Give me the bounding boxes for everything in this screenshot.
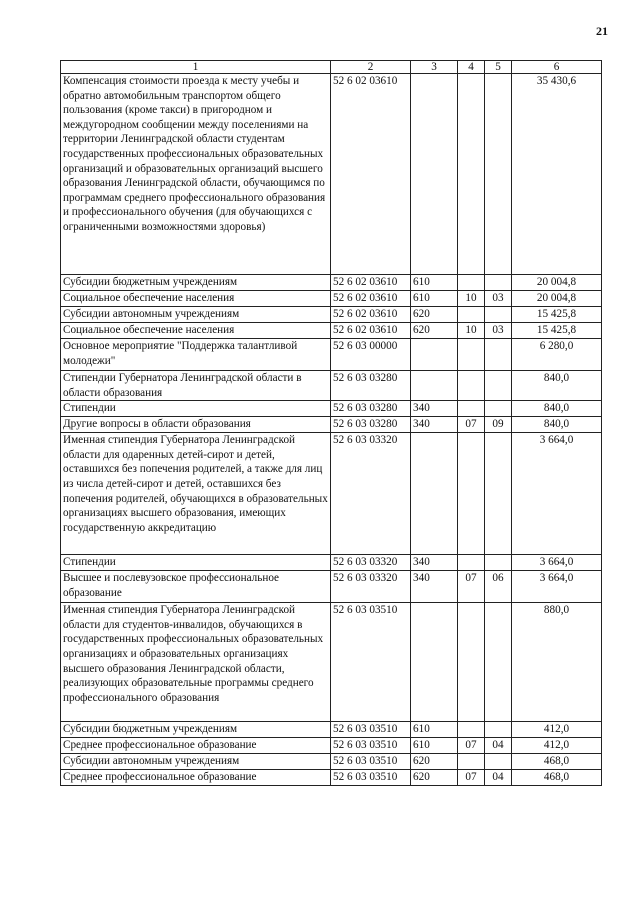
- header-cell: 4: [458, 61, 485, 74]
- cell-sum: 840,0: [512, 371, 602, 401]
- cell-pr: [485, 603, 512, 722]
- cell-name: Именная стипендия Губернатора Ленинградской области для студентов-инвалидов, обучающихся в государственных профессиональных образовательных организациях и образовательных организациях высшего образования Ленинградской области, реализующих образовательные программы среднего профессионального образования: [61, 603, 331, 722]
- cell-code: 52 6 03 03320: [331, 433, 411, 555]
- cell-sum: 6 280,0: [512, 339, 602, 371]
- cell-rz: [458, 275, 485, 291]
- cell-rz: 07: [458, 738, 485, 754]
- cell-pr: 03: [485, 323, 512, 339]
- table-row: [61, 323, 602, 339]
- cell-sum: 468,0: [512, 754, 602, 770]
- cell-rz: [458, 433, 485, 555]
- cell-vr: 610: [411, 275, 458, 291]
- cell-name: Социальное обеспечение населения: [61, 323, 331, 339]
- cell-vr: 340: [411, 417, 458, 433]
- cell-pr: [485, 555, 512, 571]
- table-row: [61, 603, 602, 722]
- cell-rz: [458, 555, 485, 571]
- cell-rz: [458, 339, 485, 371]
- cell-code: 52 6 02 03610: [331, 291, 411, 307]
- cell-name: Стипендии: [61, 555, 331, 571]
- table-row: [61, 339, 602, 371]
- cell-name: Субсидии бюджетным учреждениям: [61, 275, 331, 291]
- cell-pr: 06: [485, 571, 512, 603]
- cell-sum: 412,0: [512, 738, 602, 754]
- cell-pr: 04: [485, 738, 512, 754]
- cell-vr: 620: [411, 770, 458, 786]
- table-row: [61, 571, 602, 603]
- table-row: [61, 401, 602, 417]
- cell-code: 52 6 02 03610: [331, 323, 411, 339]
- budget-table: [60, 60, 602, 786]
- cell-vr: 340: [411, 401, 458, 417]
- table-row: [61, 738, 602, 754]
- cell-rz: [458, 722, 485, 738]
- cell-rz: [458, 74, 485, 275]
- table-row: [61, 74, 602, 275]
- cell-rz: 10: [458, 291, 485, 307]
- cell-vr: [411, 74, 458, 275]
- cell-pr: [485, 722, 512, 738]
- cell-name: Среднее профессиональное образование: [61, 770, 331, 786]
- cell-pr: 09: [485, 417, 512, 433]
- cell-code: 52 6 03 03320: [331, 555, 411, 571]
- cell-code: 52 6 03 03510: [331, 722, 411, 738]
- cell-vr: 610: [411, 738, 458, 754]
- cell-vr: 340: [411, 571, 458, 603]
- cell-rz: [458, 307, 485, 323]
- cell-sum: 880,0: [512, 603, 602, 722]
- table-row: [61, 555, 602, 571]
- table-header-row: [61, 61, 602, 74]
- cell-name: Компенсация стоимости проезда к месту учебы и обратно автомобильным транспортом общего пользования (кроме такси) в пригородном и междугородном сообщении между поселениями на территории Ленинградской области студентам государственных профессиональных образовательных организаций и образовательных организаций высшего образования Ленинградской области, обучающимся по программам среднего профессионального образования и профессионального обучения (для обучающихся с ограниченными возможностями здоровья): [61, 74, 331, 275]
- table-row: [61, 291, 602, 307]
- header-cell: 5: [485, 61, 512, 74]
- cell-code: 52 6 02 03610: [331, 275, 411, 291]
- cell-pr: [485, 275, 512, 291]
- header-cell: 2: [331, 61, 411, 74]
- cell-sum: 840,0: [512, 401, 602, 417]
- cell-code: 52 6 03 03510: [331, 754, 411, 770]
- page-number: 21: [596, 24, 608, 38]
- cell-code: 52 6 02 03610: [331, 74, 411, 275]
- cell-pr: [485, 371, 512, 401]
- cell-rz: [458, 754, 485, 770]
- table-row: [61, 417, 602, 433]
- cell-name: Стипендии: [61, 401, 331, 417]
- cell-name: Субсидии автономным учреждениям: [61, 307, 331, 323]
- cell-pr: [485, 754, 512, 770]
- cell-sum: 412,0: [512, 722, 602, 738]
- cell-vr: 610: [411, 291, 458, 307]
- cell-pr: 03: [485, 291, 512, 307]
- cell-vr: [411, 603, 458, 722]
- cell-rz: 07: [458, 770, 485, 786]
- cell-sum: 840,0: [512, 417, 602, 433]
- cell-code: 52 6 03 03510: [331, 738, 411, 754]
- cell-vr: 340: [411, 555, 458, 571]
- cell-name: Основное мероприятие "Поддержка талантливой молодежи": [61, 339, 331, 371]
- cell-sum: 468,0: [512, 770, 602, 786]
- cell-vr: 620: [411, 307, 458, 323]
- table-row: [61, 371, 602, 401]
- header-cell: 1: [61, 61, 331, 74]
- cell-pr: [485, 307, 512, 323]
- cell-code: 52 6 02 03610: [331, 307, 411, 323]
- table-row: [61, 722, 602, 738]
- table-row: [61, 275, 602, 291]
- cell-vr: 620: [411, 323, 458, 339]
- cell-code: 52 6 03 03280: [331, 417, 411, 433]
- cell-vr: 610: [411, 722, 458, 738]
- cell-vr: [411, 339, 458, 371]
- cell-sum: 20 004,8: [512, 275, 602, 291]
- table-row: [61, 770, 602, 786]
- cell-rz: [458, 401, 485, 417]
- cell-code: 52 6 03 03510: [331, 770, 411, 786]
- cell-sum: 3 664,0: [512, 571, 602, 603]
- table-row: [61, 307, 602, 323]
- cell-code: 52 6 03 03320: [331, 571, 411, 603]
- cell-rz: [458, 371, 485, 401]
- cell-name: Субсидии бюджетным учреждениям: [61, 722, 331, 738]
- cell-code: 52 6 03 00000: [331, 339, 411, 371]
- cell-rz: 10: [458, 323, 485, 339]
- cell-pr: 04: [485, 770, 512, 786]
- cell-pr: [485, 339, 512, 371]
- cell-sum: 35 430,6: [512, 74, 602, 275]
- cell-name: Другие вопросы в области образования: [61, 417, 331, 433]
- cell-name: Именная стипендия Губернатора Ленинградской области для одаренных детей-сирот и детей, оставшихся без попечения родителей, а также для лиц из числа детей-сирот и детей, оставшихся без попечения родителей, обучающихся в образовательных организациях высшего образования, имеющих государственную аккредитацию: [61, 433, 331, 555]
- cell-code: 52 6 03 03280: [331, 401, 411, 417]
- cell-name: Стипендии Губернатора Ленинградской области в области образования: [61, 371, 331, 401]
- cell-sum: 3 664,0: [512, 555, 602, 571]
- cell-name: Социальное обеспечение населения: [61, 291, 331, 307]
- cell-vr: [411, 433, 458, 555]
- cell-pr: [485, 433, 512, 555]
- cell-pr: [485, 74, 512, 275]
- cell-pr: [485, 401, 512, 417]
- cell-name: Высшее и послевузовское профессиональное образование: [61, 571, 331, 603]
- cell-rz: 07: [458, 417, 485, 433]
- cell-name: Субсидии автономным учреждениям: [61, 754, 331, 770]
- cell-name: Среднее профессиональное образование: [61, 738, 331, 754]
- cell-rz: 07: [458, 571, 485, 603]
- table-row: [61, 433, 602, 555]
- header-cell: 3: [411, 61, 458, 74]
- cell-vr: [411, 371, 458, 401]
- cell-sum: 15 425,8: [512, 323, 602, 339]
- cell-code: 52 6 03 03280: [331, 371, 411, 401]
- cell-sum: 20 004,8: [512, 291, 602, 307]
- cell-code: 52 6 03 03510: [331, 603, 411, 722]
- cell-sum: 15 425,8: [512, 307, 602, 323]
- table-row: [61, 754, 602, 770]
- header-cell: 6: [512, 61, 602, 74]
- cell-rz: [458, 603, 485, 722]
- cell-vr: 620: [411, 754, 458, 770]
- cell-sum: 3 664,0: [512, 433, 602, 555]
